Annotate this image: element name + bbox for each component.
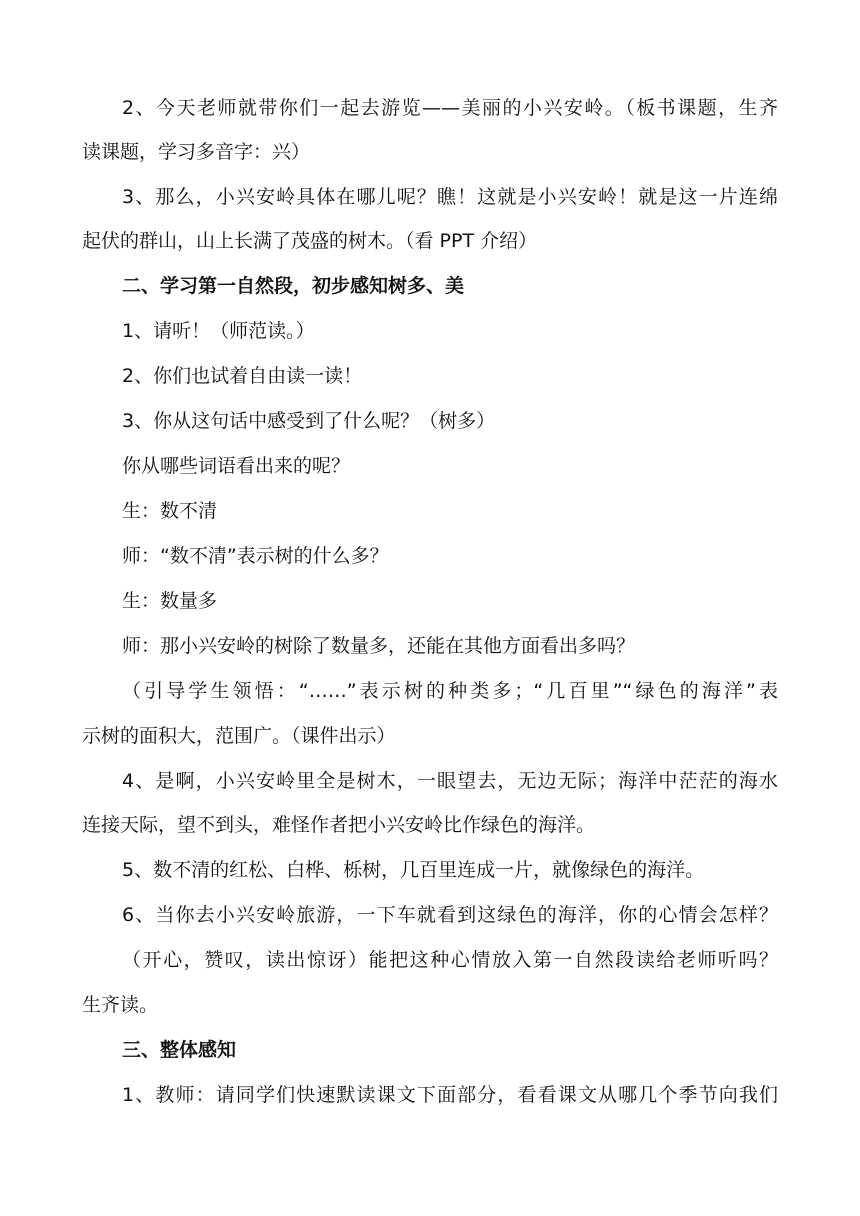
paragraph-line: 连接天际，望不到头，难怪作者把小兴安岭比作绿色的海洋。: [82, 814, 596, 836]
section-heading: 三、整体感知: [122, 1039, 237, 1061]
paragraph-line: 生：数量多: [122, 590, 218, 612]
paragraph-line: 师：那小兴安岭的树除了数量多，还能在其他方面看出多吗？: [122, 635, 636, 657]
paragraph-line: 2、你们也试着自由读一读！: [122, 365, 363, 387]
paragraph-line: 生：数不清: [122, 500, 218, 522]
paragraph-line: 2、今天老师就带你们一起去游览——美丽的小兴安岭。（板书课题，生齐: [122, 97, 778, 119]
paragraph-line: 4、是啊，小兴安岭里全是树木，一眼望去，无边无际；海洋中茫茫的海水: [122, 770, 778, 792]
paragraph-line: 6、当你去小兴安岭旅游，一下车就看到这绿色的海洋，你的心情会怎样？: [122, 904, 778, 926]
paragraph-line: 3、那么，小兴安岭具体在哪儿呢？瞧！这就是小兴安岭！就是这一片连绵: [122, 186, 778, 208]
paragraph-line: 示树的面积大，范围广。（课件出示）: [82, 725, 396, 747]
paragraph-line: 1、教师：请同学们快速默读课文下面部分，看看课文从哪几个季节向我们: [122, 1084, 778, 1106]
paragraph-line: 5、数不清的红松、白桦、栎树，几百里连成一片，就像绿色的海洋。: [122, 859, 705, 881]
paragraph-line: 3、你从这句话中感受到了什么呢？（树多）: [122, 410, 496, 432]
section-heading: 二、学习第一自然段，初步感知树多、美: [122, 275, 465, 297]
paragraph-line: 读课题，学习多音字：兴）: [82, 141, 311, 163]
paragraph-line: 你从哪些词语看出来的呢？: [122, 455, 351, 477]
paragraph-line: （引导学生领悟：“……”表示树的种类多；“几百里”“绿色的海洋”表: [122, 680, 778, 702]
paragraph-line: 起伏的群山，山上长满了茂盛的树木。（看 PPT 介绍）: [82, 230, 538, 252]
paragraph-line: （开心，赞叹，读出惊讶）能把这种心情放入第一自然段读给老师听吗？: [122, 949, 778, 971]
paragraph-line: 1、请听！（师范读。）: [122, 320, 315, 342]
paragraph-line: 生齐读。: [82, 994, 159, 1016]
paragraph-line: 师：“数不清”表示树的什么多？: [122, 545, 389, 567]
